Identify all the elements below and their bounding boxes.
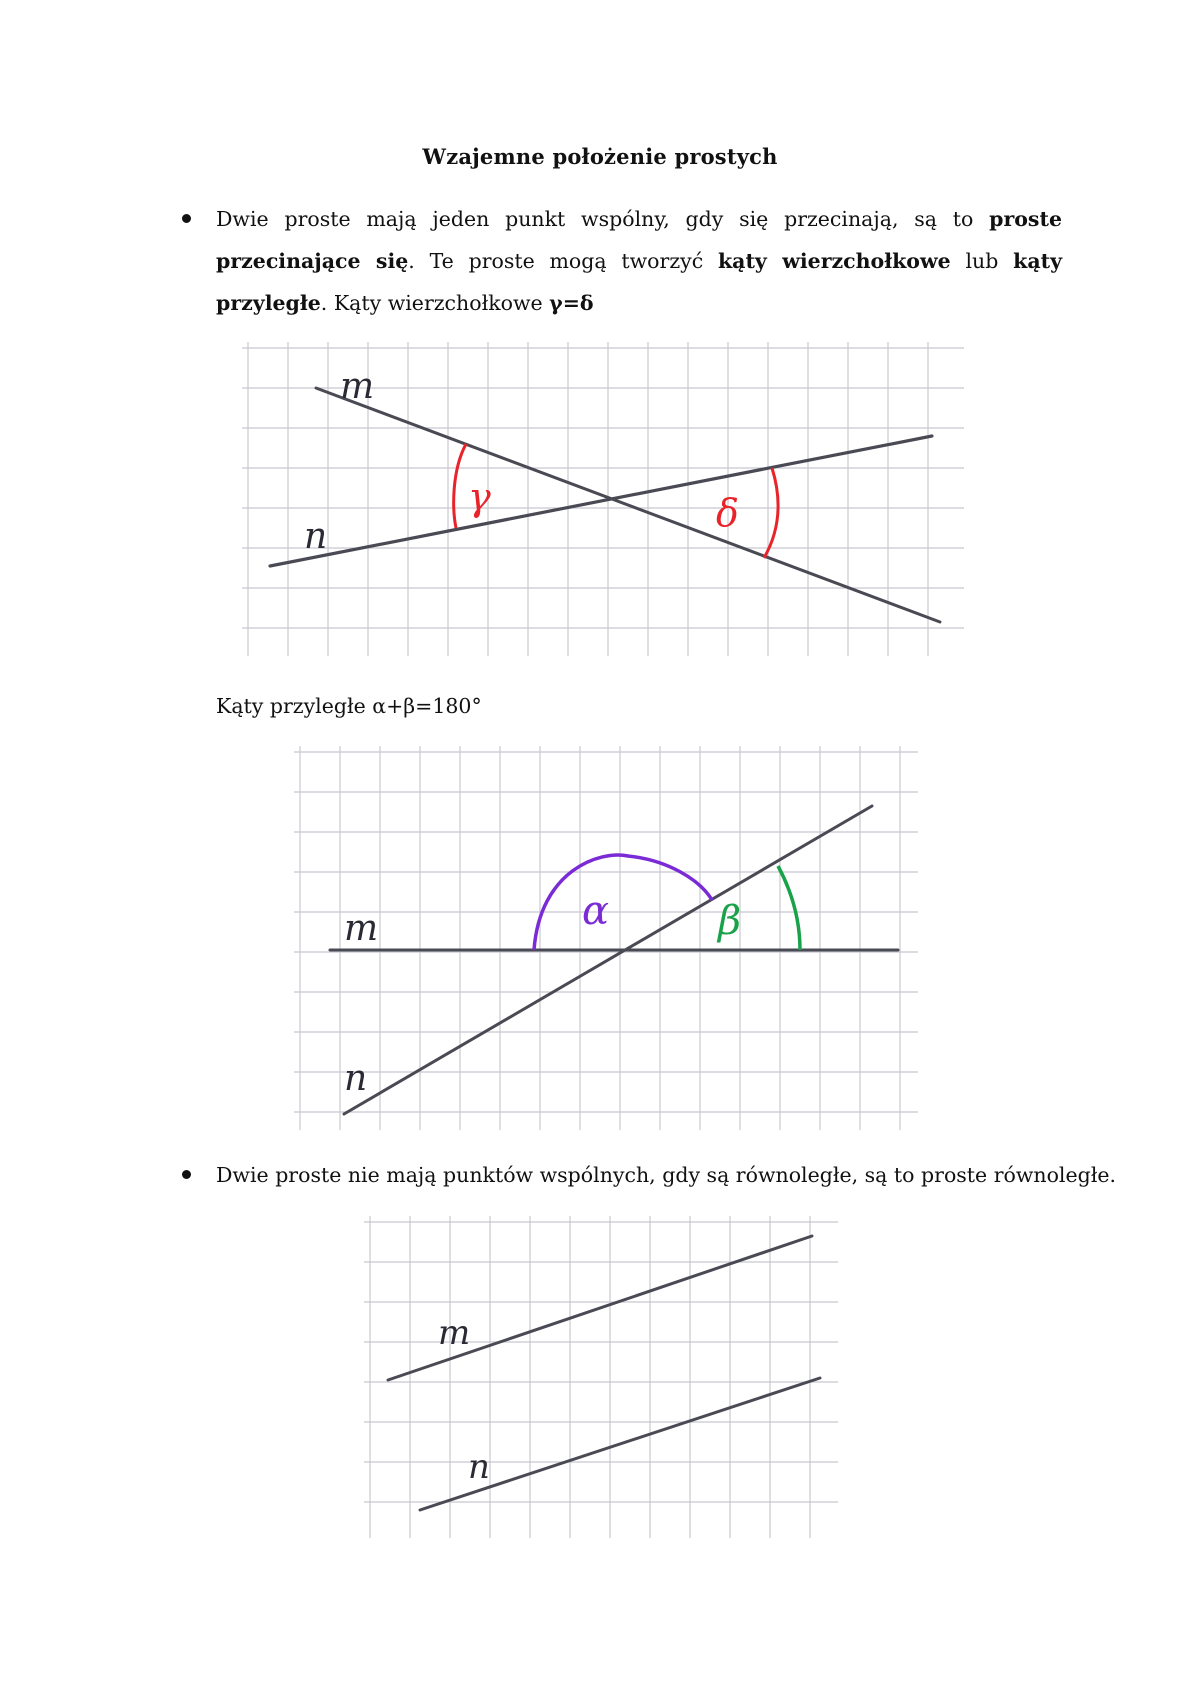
paragraph-parallel: Dwie proste nie mają punktów wspólnych, gdy są równoległe, są to proste równoległe. [216, 1163, 1117, 1187]
grid-3 [364, 1216, 838, 1538]
text-2: . Te proste mogą tworzyć [408, 249, 718, 273]
text-3: lub [950, 249, 1014, 273]
text-1: Dwie proste mają jeden punkt wspólny, gdy się przecinają, są to [216, 207, 990, 231]
line-n-2 [344, 806, 872, 1114]
line-n-3 [420, 1378, 820, 1510]
grid-2 [294, 746, 918, 1130]
label-beta: β [718, 898, 742, 944]
label-m-2: m [344, 908, 379, 949]
label-alpha: α [582, 888, 610, 934]
line-m-1 [316, 388, 940, 622]
label-n-1: n [304, 516, 328, 557]
term-vertical-angles: kąty wierzchołkowe [717, 249, 951, 273]
adjacent-angles-caption: Kąty przyległe α+β=180° [216, 694, 482, 718]
label-n-3: n [468, 1447, 490, 1487]
bullet-2 [182, 1170, 191, 1179]
label-m-3: m [438, 1313, 471, 1353]
label-m-1: m [340, 366, 375, 407]
angle-arc-delta [764, 468, 778, 558]
label-gamma: γ [468, 475, 491, 519]
page-title: Wzajemne położenie prostych [422, 144, 778, 169]
label-n-2: n [344, 1058, 368, 1099]
angle-arc-gamma [454, 444, 466, 528]
angle-arc-alpha [534, 855, 712, 950]
term-intersecting-lines: proste przecinające się [216, 207, 1062, 273]
label-delta: δ [716, 491, 739, 535]
line-n-1 [270, 436, 932, 566]
term-adjacent-angles: kąty przyległe [216, 249, 1062, 315]
formula-vertical: γ=δ [549, 291, 594, 315]
text-4: . Kąty wierzchołkowe [320, 291, 550, 315]
line-m-3 [388, 1236, 812, 1380]
angle-arc-beta [778, 866, 800, 950]
